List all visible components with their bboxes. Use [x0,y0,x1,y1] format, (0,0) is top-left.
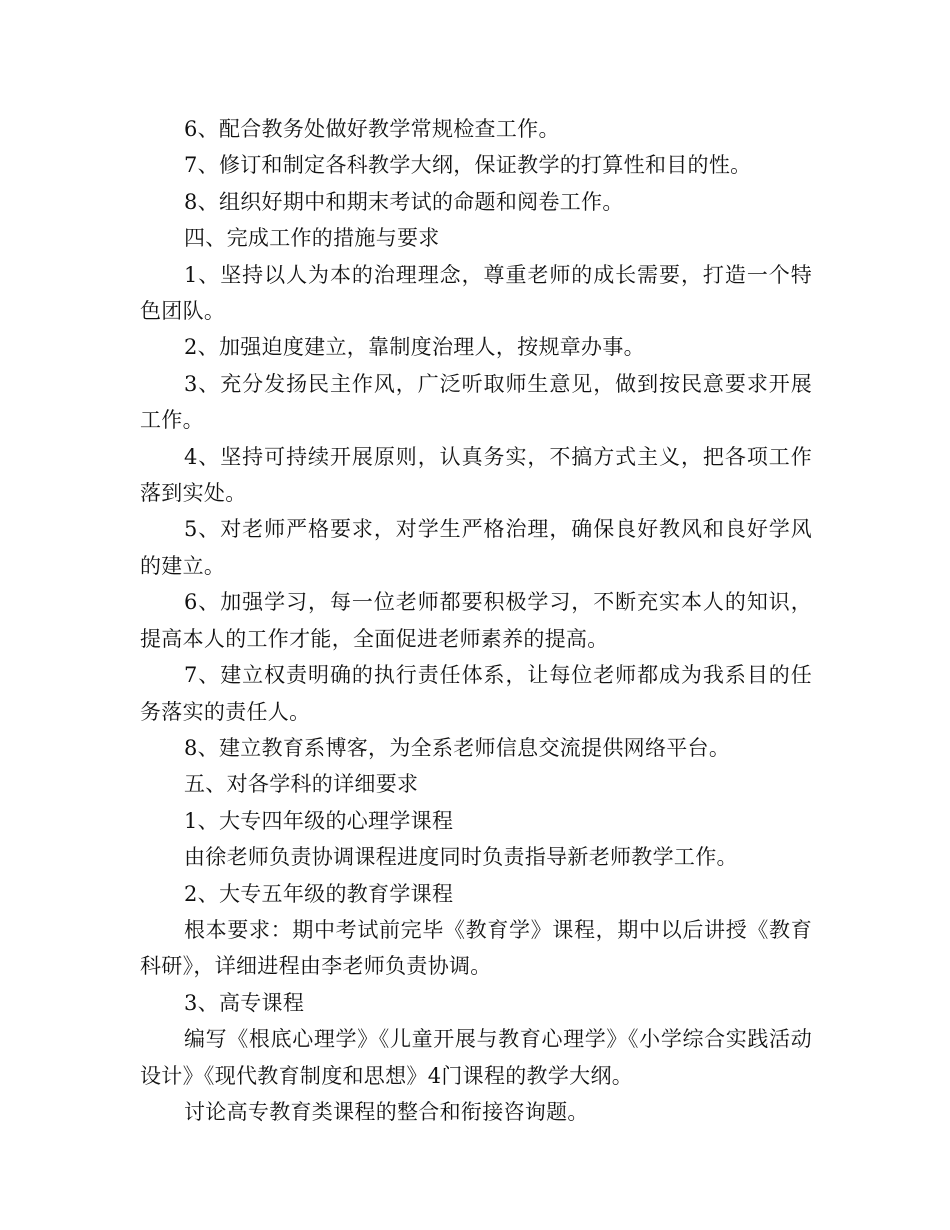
paragraph-item-6-inspection: 6、配合教务处做好教学常规检查工作。 [184,117,560,141]
paragraph-measure-8: 8、建立教育系博客，为全系老师信息交流提供网络平台。 [184,735,731,760]
paragraph-measure-5: 5、对老师严格要求，对学生严格治理，确保良好教风和良好学风的建立。 [140,517,812,578]
subject-heading-1: 1、大专四年级的心理学课程 [184,808,454,833]
subject-heading-3: 3、高专课程 [184,990,305,1015]
paragraph-measure-3: 3、充分发扬民主作风，广泛听取师生意见，做到按民意要求开展工作。 [140,371,812,433]
paragraph-measure-6: 6、加强学习，每一位老师都要积极学习，不断充实本人的知识，提高本人的工作才能，全面促进老师素养的提高。 [140,590,812,651]
paragraph-measure-2: 2、加强迫度建立，靠制度治理人，按规章办事。 [184,335,645,360]
paragraph-item-8-exams: 8、组织好期中和期末考试的命题和阅卷工作。 [184,189,624,214]
paragraph-item-7-syllabus: 7、修订和制定各科教学大纲，保证教学的打算性和目的性。 [184,153,752,178]
subject-body-1: 由徐老师负责协调课程进度同时负责指导新老师教学工作。 [184,845,738,870]
subject-body-4: 讨论高专教育类课程的整合和衔接咨询题。 [184,1099,589,1124]
subject-heading-2: 2、大专五年级的教育学课程 [184,881,454,906]
document-page [140,111,812,1130]
section-heading-5: 五、对各学科的详细要求 [184,772,419,797]
paragraph-measure-4: 4、坚持可持续开展原则，认真务实，不搞方式主义，把各项工作落到实处。 [140,444,812,506]
paragraph-measure-1: 1、坚持以人为本的治理理念，尊重老师的成长需要，打造一个特色团队。 [140,262,812,324]
subject-body-2: 根本要求：期中考试前完毕《教育学》课程，期中以后讲授《教育科研》，详细进程由李老师负责协调。 [140,917,812,979]
subject-body-3: 编写《根底心理学》《儿童开展与教育心理学》《小学综合实践活动设计》《现代教育制度和思想》4门课程的教学大纲。 [140,1027,812,1088]
paragraph-measure-7: 7、建立权责明确的执行责任体系，让每位老师都成为我系目的任务落实的责任人。 [140,663,812,724]
section-heading-4: 四、完成工作的措施与要求 [184,226,440,251]
